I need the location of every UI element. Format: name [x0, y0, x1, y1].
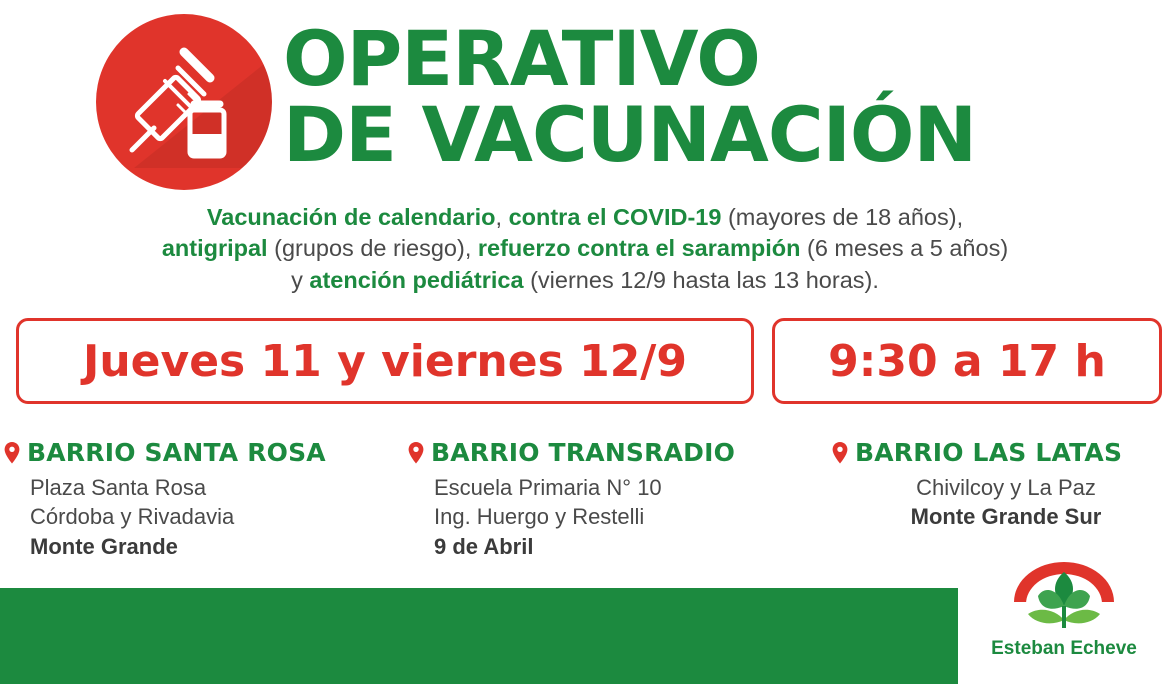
- subtitle-l3-reg-1: y: [291, 266, 310, 293]
- location-2-line-2: Ing. Huergo y Restelli: [434, 504, 645, 530]
- subtitle-l3-bold-1: atención pediátrica: [309, 266, 524, 293]
- poster-header: [0, 0, 1170, 200]
- schedule-boxes: [0, 318, 1170, 410]
- location-item-1: [4, 438, 404, 561]
- location-1-head: [4, 438, 404, 469]
- logo-name: Esteban Echeve: [991, 638, 1137, 659]
- location-2-head: [408, 438, 828, 469]
- page-title: [283, 14, 1163, 179]
- subtitle-l2-reg-2: (6 meses a 5 años): [800, 235, 1009, 262]
- location-1-line-3: Monte Grande: [30, 533, 178, 559]
- location-2-title: BARRIO TRANSRADIO: [431, 438, 736, 467]
- subtitle-paragraph: [0, 202, 1170, 296]
- subtitle-l1-reg-1: ,: [495, 204, 509, 230]
- date-box: Jueves 11 y viernes 12/9: [16, 318, 754, 404]
- location-3-lines: [832, 473, 1170, 532]
- location-1-title: BARRIO SANTA ROSA: [27, 438, 326, 467]
- subtitle-line-1: [0, 202, 1170, 233]
- location-2-line-3: 9 de Abril: [434, 533, 534, 559]
- location-1-lines: [4, 473, 404, 561]
- location-3-line-1: Chivilcoy y La Paz: [916, 475, 1096, 500]
- title-line-1: OPERATIVO: [283, 14, 760, 103]
- location-3-title: BARRIO LAS LATAS: [855, 438, 1123, 467]
- subtitle-l3-reg-2: (viernes 12/9 hasta las 13 horas).: [523, 266, 879, 293]
- subtitle-l1-bold-1: Vacunación de calendario: [206, 204, 496, 230]
- subtitle-line-2: [0, 233, 1170, 264]
- location-1-line-1: Plaza Santa Rosa: [30, 475, 207, 500]
- location-item-2: [408, 438, 828, 561]
- time-box: 9:30 a 17 h: [772, 318, 1162, 404]
- location-3-line-2: Monte Grande Sur: [910, 504, 1102, 530]
- municipality-logo: [958, 556, 1170, 684]
- leaf-municipality-logo-icon: [1008, 562, 1120, 636]
- subtitle-l2-reg-1: (grupos de riesgo),: [267, 235, 478, 262]
- location-2-lines: [408, 473, 828, 561]
- location-3-head: [832, 438, 1170, 469]
- map-pin-icon: [4, 442, 20, 469]
- syringe-vaccine-icon: [96, 14, 272, 190]
- subtitle-l1-bold-2: contra el COVID-19: [508, 204, 722, 230]
- subtitle-l2-bold-1: antigripal: [161, 235, 268, 262]
- location-item-3: [832, 438, 1170, 532]
- title-line-2: DE VACUNACIÓN: [283, 89, 977, 179]
- location-2-line-1: Escuela Primaria N° 10: [434, 475, 662, 500]
- subtitle-line-3: [0, 265, 1170, 296]
- map-pin-icon: [832, 442, 848, 469]
- location-1-line-2: Córdoba y Rivadavia: [30, 504, 235, 530]
- subtitle-l2-bold-2: refuerzo contra el sarampión: [477, 235, 801, 262]
- subtitle-l1-reg-2: (mayores de 18 años),: [721, 204, 964, 230]
- map-pin-icon: [408, 442, 424, 469]
